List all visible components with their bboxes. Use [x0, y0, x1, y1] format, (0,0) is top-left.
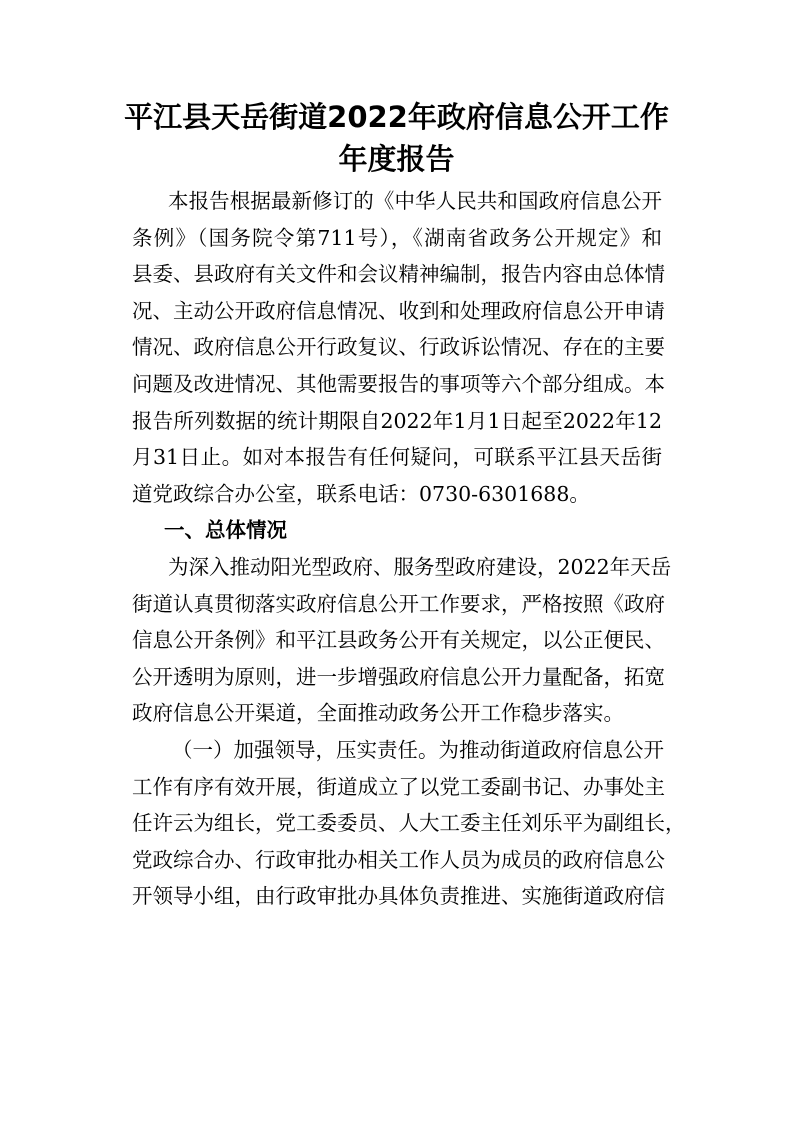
subsection1-line: 开领导小组，由行政审批办具体负责推进、实施街道政府信 — [132, 884, 665, 908]
intro-line: 报告所列数据的统计期限自2022年1月1日起至2022年12 — [132, 409, 662, 433]
intro-line: 月31日止。如对本报告有任何疑问，可联系平江县天岳街 — [132, 445, 662, 469]
subsection1-line: 党政综合办、行政审批办相关工作人员为成员的政府信息公 — [132, 848, 665, 872]
intro-line: 况、主动公开政府信息情况、收到和处理政府信息公开申请 — [132, 299, 665, 323]
section1-line: 政府信息公开渠道，全面推动政务公开工作稳步落实。 — [132, 701, 624, 725]
section1-line: 公开透明为原则，进一步增强政府信息公开力量配备，拓宽 — [132, 665, 665, 689]
intro-line: 情况、政府信息公开行政复议、行政诉讼情况、存在的主要 — [132, 335, 665, 359]
subsection1-line: （一）加强领导，压实责任。为推动街道政府信息公开 — [172, 738, 664, 762]
subsection1-line: 工作有序有效开展，街道成立了以党工委副书记、办事处主 — [132, 775, 665, 799]
intro-line: 县委、县政府有关文件和会议精神编制，报告内容由总体情 — [132, 262, 665, 286]
subsection1-line: 任许云为组长，党工委委员、人大工委主任刘乐平为副组长， — [132, 811, 686, 835]
intro-line: 条例》（国务院令第711号），《湖南省政务公开规定》和 — [132, 226, 662, 250]
section1-line: 为深入推动阳光型政府、服务型政府建设，2022年天岳 — [168, 555, 672, 579]
intro-line: 问题及改进情况、其他需要报告的事项等六个部分组成。本 — [132, 372, 665, 396]
document-title-line-1: 平江县天岳街道2022年政府信息公开工作 — [124, 100, 669, 134]
section1-line: 街道认真贯彻落实政府信息公开工作要求，严格按照《政府 — [132, 592, 665, 616]
intro-line: 本报告根据最新修订的《中华人民共和国政府信息公开 — [168, 189, 662, 213]
section1-line: 信息公开条例》和平江县政务公开有关规定，以公正便民、 — [132, 628, 665, 652]
intro-line: 道党政综合办公室，联系电话：0730-6301688。 — [132, 482, 590, 506]
section-heading: 一、总体情况 — [164, 518, 287, 542]
document-title-line-2: 年度报告 — [338, 142, 455, 176]
